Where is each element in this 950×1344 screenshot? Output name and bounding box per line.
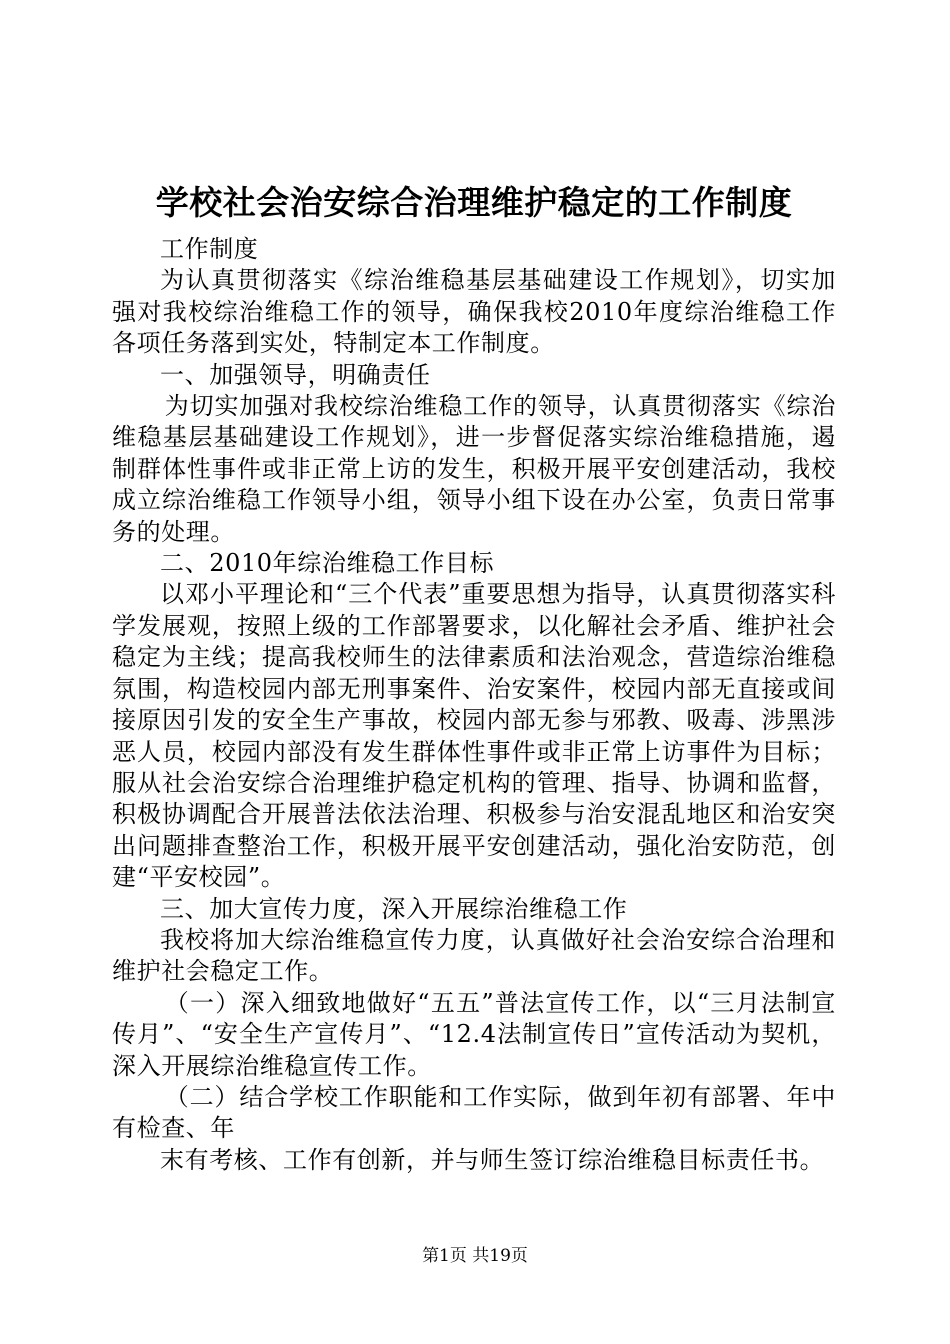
section-heading-1: 一、加强领导，明确责任 — [160, 360, 431, 389]
section-label-work-system: 工作制度 — [160, 235, 259, 263]
section-1-paragraph: 为切实加强对我校综治维稳工作的领导，认真贯彻落实《综治维稳基层基础建设工作规划》，进一步督促落实综治维稳措施，遏制群体性事件或非正常上访的发生，积极开展平安创建活动，我校成立综治维稳工作领导小组，领导小组下设在办公室，负责日常事务的处理。 — [112, 392, 836, 546]
document-page — [112, 178, 836, 1176]
section-3-item-2: （二）结合学校工作职能和工作实际，做到年初有部署、年中有检查、年 — [112, 1082, 836, 1143]
section-3-item-2-continued: 末有考核、工作有创新，并与师生签订综治维稳目标责任书。 — [160, 1145, 825, 1174]
intro-paragraph: 为认真贯彻落实《综治维稳基层基础建设工作规划》，切实加强对我校综治维稳工作的领导，确保我校2010年度综治维稳工作各项任务落到实处，特制定本工作制度。 — [112, 266, 836, 358]
section-3-item-1: （一）深入细致地做好“五五”普法宣传工作，以“三月法制宣传月”、“安全生产宣传月”、“12.4法制宣传日”宣传活动为契机，深入开展综治维稳宣传工作。 — [112, 988, 836, 1080]
section-3-paragraph: 我校将加大综治维稳宣传力度，认真做好社会治安综合治理和维护社会稳定工作。 — [112, 925, 836, 986]
document-title: 学校社会治安综合治理维护稳定的工作制度 — [155, 183, 793, 222]
section-2-paragraph: 以邓小平理论和“三个代表”重要思想为指导，认真贯彻落实科学发展观，按照上级的工作部署要求，以化解社会矛盾、维护社会稳定为主线；提高我校师生的法律素质和法治观念，营造综治维稳氛围，构造校园内部无刑事案件、治安案件，校园内部无直接或间接原因引发的安全生产事故，校园内部无参与邪教、吸毒、涉黑涉恶人员，校园内部没有发生群体性事件或非正常上访事件为目标；服从社会治安综合治理维护稳定机构的管理、指导、协调和监督，积极协调配合开展普法依法治理、积极参与治安混乱地区和治安突出问题排查整治工作，积极开展平安创建活动，强化治安防范，创建“平安校园”。 — [112, 580, 836, 892]
section-heading-2: 二、2010年综治维稳工作目标 — [160, 549, 495, 578]
section-heading-3: 三、加大宣传力度，深入开展综治维稳工作 — [160, 894, 628, 923]
page-footer: 第1页 共19页 — [422, 1246, 528, 1266]
